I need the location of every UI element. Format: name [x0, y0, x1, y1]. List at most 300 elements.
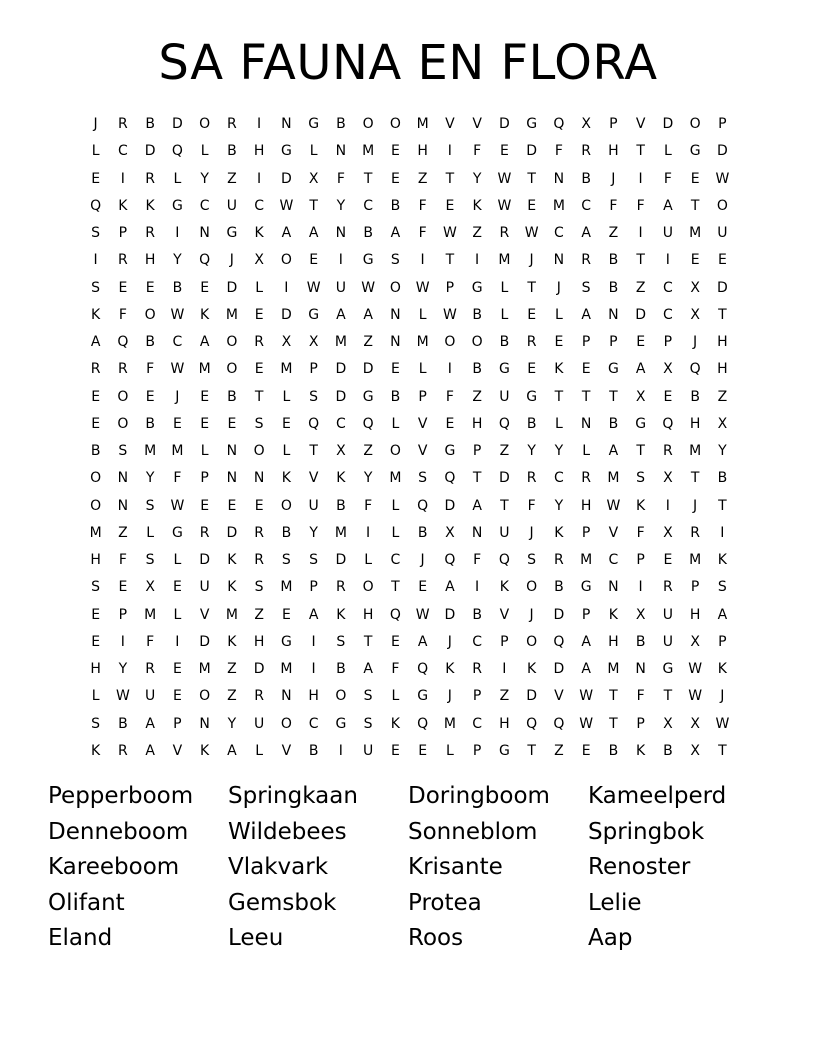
grid-letter[interactable]: Y: [718, 443, 727, 459]
grid-letter[interactable]: R: [581, 470, 591, 487]
grid-letter[interactable]: E: [172, 415, 182, 432]
grid-letter[interactable]: R: [254, 524, 264, 541]
grid-letter[interactable]: I: [257, 116, 262, 132]
grid-letter[interactable]: Y: [527, 443, 536, 459]
grid-letter[interactable]: Q: [417, 661, 429, 677]
grid-letter[interactable]: D: [716, 143, 728, 160]
grid-letter[interactable]: U: [145, 688, 156, 705]
grid-letter[interactable]: L: [173, 552, 182, 568]
grid-letter[interactable]: B: [717, 470, 728, 487]
grid-letter[interactable]: X: [663, 470, 673, 487]
grid-letter[interactable]: S: [717, 579, 727, 596]
grid-letter[interactable]: R: [663, 443, 673, 459]
grid-letter[interactable]: T: [636, 143, 645, 160]
grid-letter[interactable]: S: [91, 225, 101, 241]
grid-letter[interactable]: H: [580, 497, 592, 514]
grid-letter[interactable]: A: [363, 306, 373, 323]
grid-letter[interactable]: C: [117, 143, 128, 160]
grid-letter[interactable]: N: [117, 470, 129, 487]
grid-letter[interactable]: T: [527, 170, 536, 187]
grid-letter[interactable]: J: [447, 688, 452, 705]
grid-letter[interactable]: M: [334, 334, 347, 350]
grid-letter[interactable]: W: [606, 497, 621, 514]
grid-letter[interactable]: E: [118, 579, 128, 596]
grid-letter[interactable]: W: [688, 688, 703, 705]
grid-letter[interactable]: R: [526, 470, 537, 487]
grid-letter[interactable]: D: [362, 361, 374, 378]
grid-letter[interactable]: E: [281, 415, 291, 432]
grid-letter[interactable]: I: [284, 279, 289, 296]
grid-letter[interactable]: K: [554, 361, 564, 378]
grid-letter[interactable]: M: [552, 197, 565, 214]
grid-letter[interactable]: V: [281, 742, 292, 759]
grid-letter[interactable]: N: [553, 170, 565, 187]
grid-letter[interactable]: Q: [553, 633, 565, 650]
grid-letter[interactable]: E: [418, 579, 428, 596]
grid-letter[interactable]: Y: [336, 197, 346, 214]
grid-letter[interactable]: G: [662, 661, 674, 677]
grid-letter[interactable]: N: [335, 143, 347, 160]
grid-letter[interactable]: X: [336, 443, 346, 459]
grid-letter[interactable]: B: [308, 742, 319, 759]
grid-letter[interactable]: A: [663, 197, 673, 214]
grid-letter[interactable]: L: [173, 606, 182, 623]
grid-letter[interactable]: D: [144, 143, 156, 160]
grid-letter[interactable]: G: [308, 116, 320, 132]
grid-letter[interactable]: S: [91, 279, 101, 296]
grid-letter[interactable]: I: [720, 524, 725, 541]
grid-letter[interactable]: W: [579, 715, 594, 732]
grid-letter[interactable]: E: [390, 361, 400, 378]
grid-letter[interactable]: K: [254, 225, 264, 241]
grid-letter[interactable]: S: [309, 388, 319, 405]
grid-letter[interactable]: D: [526, 143, 538, 160]
grid-letter[interactable]: L: [282, 443, 291, 459]
grid-letter[interactable]: P: [173, 715, 182, 732]
grid-letter[interactable]: B: [145, 116, 155, 132]
grid-letter[interactable]: B: [608, 252, 619, 269]
grid-letter[interactable]: V: [608, 524, 619, 541]
grid-letter[interactable]: D: [662, 116, 674, 132]
grid-letter[interactable]: E: [581, 361, 591, 378]
grid-letter[interactable]: H: [471, 415, 483, 432]
grid-letter[interactable]: T: [609, 388, 618, 405]
grid-letter[interactable]: T: [391, 579, 400, 596]
grid-letter[interactable]: T: [581, 388, 591, 405]
grid-letter[interactable]: X: [690, 279, 700, 296]
grid-letter[interactable]: C: [553, 225, 564, 241]
grid-letter[interactable]: M: [225, 606, 238, 623]
grid-letter[interactable]: E: [690, 252, 700, 269]
grid-letter[interactable]: C: [199, 197, 210, 214]
grid-letter[interactable]: D: [280, 306, 292, 323]
grid-letter[interactable]: B: [145, 415, 155, 432]
grid-letter[interactable]: O: [389, 279, 401, 296]
grid-letter[interactable]: I: [638, 170, 643, 187]
grid-letter[interactable]: U: [254, 715, 265, 732]
grid-letter[interactable]: F: [636, 197, 645, 214]
grid-letter[interactable]: R: [227, 116, 237, 132]
grid-letter[interactable]: A: [308, 606, 319, 623]
grid-letter[interactable]: I: [120, 170, 125, 187]
grid-letter[interactable]: Q: [117, 334, 129, 350]
grid-letter[interactable]: V: [635, 116, 646, 132]
grid-letter[interactable]: F: [609, 197, 618, 214]
grid-letter[interactable]: P: [472, 688, 482, 705]
grid-letter[interactable]: E: [118, 279, 128, 296]
grid-letter[interactable]: C: [662, 279, 673, 296]
grid-letter[interactable]: X: [635, 606, 646, 623]
grid-letter[interactable]: K: [281, 470, 291, 487]
grid-letter[interactable]: Z: [499, 443, 510, 459]
grid-letter[interactable]: W: [170, 306, 185, 323]
grid-letter[interactable]: S: [91, 579, 101, 596]
grid-letter[interactable]: M: [280, 579, 293, 596]
grid-letter[interactable]: S: [418, 470, 428, 487]
grid-letter[interactable]: E: [227, 497, 237, 514]
grid-letter[interactable]: X: [690, 742, 700, 759]
grid-letter[interactable]: N: [281, 688, 292, 705]
grid-letter[interactable]: H: [90, 661, 101, 677]
grid-letter[interactable]: N: [390, 334, 401, 350]
grid-letter[interactable]: M: [689, 552, 702, 568]
grid-letter[interactable]: N: [199, 225, 210, 241]
grid-letter[interactable]: E: [527, 361, 537, 378]
grid-letter[interactable]: X: [308, 170, 319, 187]
grid-letter[interactable]: G: [526, 116, 538, 132]
grid-letter[interactable]: X: [254, 252, 264, 269]
grid-letter[interactable]: G: [417, 688, 429, 705]
grid-letter[interactable]: P: [418, 388, 427, 405]
grid-letter[interactable]: S: [309, 552, 319, 568]
grid-letter[interactable]: N: [580, 415, 592, 432]
grid-letter[interactable]: W: [688, 661, 703, 677]
grid-letter[interactable]: I: [638, 225, 643, 241]
grid-letter[interactable]: P: [609, 334, 618, 350]
grid-letter[interactable]: C: [608, 552, 619, 568]
grid-letter[interactable]: D: [226, 279, 238, 296]
grid-letter[interactable]: B: [390, 197, 401, 214]
grid-letter[interactable]: P: [472, 443, 482, 459]
grid-letter[interactable]: N: [199, 715, 210, 732]
grid-letter[interactable]: J: [529, 606, 534, 623]
grid-letter[interactable]: B: [90, 443, 101, 459]
grid-letter[interactable]: L: [91, 688, 100, 705]
grid-letter[interactable]: H: [253, 143, 265, 160]
grid-letter[interactable]: L: [445, 742, 454, 759]
grid-letter[interactable]: I: [447, 361, 452, 378]
grid-letter[interactable]: B: [390, 388, 401, 405]
grid-letter[interactable]: H: [717, 361, 728, 378]
grid-letter[interactable]: N: [608, 306, 619, 323]
grid-letter[interactable]: B: [336, 661, 346, 677]
grid-letter[interactable]: J: [93, 116, 98, 132]
grid-letter[interactable]: B: [635, 633, 646, 650]
grid-letter[interactable]: B: [581, 170, 591, 187]
grid-letter[interactable]: D: [498, 116, 510, 132]
grid-letter[interactable]: X: [581, 116, 591, 132]
grid-letter[interactable]: G: [171, 197, 183, 214]
grid-letter[interactable]: Y: [472, 170, 482, 187]
grid-letter[interactable]: L: [391, 415, 400, 432]
grid-letter[interactable]: H: [362, 606, 374, 623]
grid-letter[interactable]: Q: [362, 415, 374, 432]
grid-letter[interactable]: Y: [363, 470, 373, 487]
grid-letter[interactable]: U: [662, 606, 673, 623]
grid-letter[interactable]: V: [499, 606, 510, 623]
grid-letter[interactable]: U: [226, 197, 237, 214]
grid-letter[interactable]: J: [693, 334, 698, 350]
grid-letter[interactable]: R: [254, 334, 264, 350]
grid-letter[interactable]: B: [608, 279, 619, 296]
grid-letter[interactable]: E: [690, 170, 700, 187]
grid-letter[interactable]: I: [420, 252, 425, 269]
grid-letter[interactable]: B: [336, 497, 346, 514]
grid-letter[interactable]: A: [199, 334, 210, 350]
grid-letter[interactable]: D: [498, 470, 510, 487]
grid-letter[interactable]: I: [311, 661, 316, 677]
grid-letter[interactable]: L: [391, 524, 400, 541]
grid-letter[interactable]: D: [526, 688, 538, 705]
grid-letter[interactable]: E: [663, 388, 673, 405]
grid-letter[interactable]: S: [254, 579, 264, 596]
grid-letter[interactable]: I: [665, 252, 670, 269]
grid-letter[interactable]: M: [89, 524, 102, 541]
grid-letter[interactable]: L: [554, 415, 563, 432]
grid-letter[interactable]: P: [309, 361, 318, 378]
grid-letter[interactable]: H: [253, 633, 265, 650]
grid-letter[interactable]: G: [280, 143, 292, 160]
grid-letter[interactable]: O: [716, 197, 728, 214]
grid-letter[interactable]: W: [115, 688, 130, 705]
grid-letter[interactable]: G: [498, 742, 510, 759]
grid-letter[interactable]: M: [334, 524, 347, 541]
grid-letter[interactable]: B: [227, 143, 237, 160]
grid-letter[interactable]: G: [526, 388, 538, 405]
grid-letter[interactable]: B: [499, 334, 510, 350]
grid-letter[interactable]: K: [336, 606, 346, 623]
grid-letter[interactable]: Z: [717, 388, 728, 405]
grid-letter[interactable]: A: [608, 443, 619, 459]
grid-letter[interactable]: B: [281, 524, 292, 541]
grid-letter[interactable]: Q: [199, 252, 211, 269]
grid-letter[interactable]: I: [93, 252, 98, 269]
grid-letter[interactable]: K: [200, 306, 210, 323]
grid-letter[interactable]: I: [257, 170, 262, 187]
grid-letter[interactable]: U: [335, 279, 346, 296]
grid-letter[interactable]: L: [391, 497, 400, 514]
grid-letter[interactable]: H: [608, 143, 619, 160]
grid-letter[interactable]: L: [391, 688, 400, 705]
grid-letter[interactable]: R: [118, 252, 128, 269]
grid-letter[interactable]: O: [199, 688, 211, 705]
grid-letter[interactable]: E: [390, 170, 400, 187]
grid-letter[interactable]: L: [282, 388, 291, 405]
grid-letter[interactable]: T: [363, 633, 373, 650]
grid-letter[interactable]: T: [663, 688, 673, 705]
grid-letter[interactable]: J: [693, 497, 698, 514]
grid-letter[interactable]: P: [445, 279, 455, 296]
grid-letter[interactable]: Z: [472, 225, 482, 241]
grid-letter[interactable]: C: [390, 552, 401, 568]
grid-letter[interactable]: I: [120, 633, 125, 650]
grid-letter[interactable]: B: [472, 306, 482, 323]
grid-letter[interactable]: F: [146, 361, 155, 378]
grid-letter[interactable]: U: [363, 742, 374, 759]
grid-letter[interactable]: S: [390, 252, 400, 269]
grid-letter[interactable]: O: [117, 415, 129, 432]
grid-letter[interactable]: C: [472, 633, 483, 650]
grid-letter[interactable]: W: [415, 606, 430, 623]
grid-letter[interactable]: A: [145, 742, 155, 759]
grid-letter[interactable]: N: [608, 579, 619, 596]
grid-letter[interactable]: G: [471, 279, 483, 296]
grid-letter[interactable]: O: [199, 116, 211, 132]
grid-letter[interactable]: E: [91, 170, 101, 187]
grid-letter[interactable]: F: [473, 143, 482, 160]
grid-letter[interactable]: Z: [227, 170, 237, 187]
grid-letter[interactable]: Q: [444, 470, 456, 487]
grid-letter[interactable]: O: [117, 388, 129, 405]
grid-letter[interactable]: U: [499, 388, 510, 405]
grid-letter[interactable]: J: [720, 688, 725, 705]
grid-letter[interactable]: H: [144, 252, 156, 269]
grid-letter[interactable]: R: [690, 524, 700, 541]
grid-letter[interactable]: A: [281, 225, 292, 241]
grid-letter[interactable]: P: [609, 116, 618, 132]
grid-letter[interactable]: E: [172, 579, 182, 596]
grid-letter[interactable]: Z: [227, 688, 237, 705]
grid-letter[interactable]: M: [416, 334, 429, 350]
grid-letter[interactable]: J: [420, 552, 425, 568]
grid-letter[interactable]: I: [638, 579, 643, 596]
grid-letter[interactable]: E: [145, 279, 155, 296]
grid-letter[interactable]: R: [254, 552, 264, 568]
grid-letter[interactable]: Q: [90, 197, 102, 214]
grid-letter[interactable]: D: [444, 606, 456, 623]
grid-letter[interactable]: A: [308, 225, 319, 241]
grid-letter[interactable]: N: [553, 252, 565, 269]
grid-letter[interactable]: X: [281, 334, 292, 350]
grid-letter[interactable]: R: [554, 552, 564, 568]
grid-letter[interactable]: I: [338, 252, 343, 269]
grid-letter[interactable]: R: [581, 252, 591, 269]
grid-letter[interactable]: R: [254, 688, 264, 705]
grid-letter[interactable]: Q: [417, 715, 429, 732]
grid-letter[interactable]: E: [445, 197, 455, 214]
grid-letter[interactable]: T: [472, 470, 482, 487]
grid-letter[interactable]: P: [581, 334, 591, 350]
grid-letter[interactable]: I: [502, 661, 507, 677]
grid-letter[interactable]: Z: [363, 334, 373, 350]
grid-letter[interactable]: B: [608, 742, 619, 759]
grid-letter[interactable]: G: [362, 388, 374, 405]
grid-letter[interactable]: W: [170, 497, 185, 514]
grid-letter[interactable]: S: [145, 497, 155, 514]
grid-letter[interactable]: Q: [553, 116, 565, 132]
grid-letter[interactable]: A: [445, 579, 455, 596]
grid-letter[interactable]: X: [690, 715, 700, 732]
grid-letter[interactable]: W: [715, 715, 730, 732]
grid-letter[interactable]: H: [499, 715, 510, 732]
grid-letter[interactable]: E: [227, 415, 237, 432]
grid-letter[interactable]: K: [472, 197, 482, 214]
grid-letter[interactable]: K: [200, 742, 210, 759]
grid-letter[interactable]: D: [280, 170, 292, 187]
grid-letter[interactable]: M: [225, 306, 238, 323]
grid-letter[interactable]: K: [636, 497, 646, 514]
grid-letter[interactable]: Y: [309, 524, 318, 541]
grid-letter[interactable]: I: [366, 524, 371, 541]
grid-letter[interactable]: E: [254, 361, 264, 378]
grid-letter[interactable]: V: [472, 116, 482, 132]
grid-letter[interactable]: C: [308, 715, 319, 732]
grid-letter[interactable]: O: [90, 470, 102, 487]
grid-letter[interactable]: K: [118, 197, 128, 214]
grid-letter[interactable]: X: [145, 579, 155, 596]
grid-letter[interactable]: B: [690, 388, 700, 405]
grid-letter[interactable]: W: [497, 197, 512, 214]
grid-letter[interactable]: B: [472, 606, 482, 623]
grid-letter[interactable]: O: [444, 334, 456, 350]
grid-letter[interactable]: I: [475, 579, 480, 596]
grid-letter[interactable]: Y: [173, 252, 182, 269]
grid-letter[interactable]: K: [717, 552, 727, 568]
grid-letter[interactable]: C: [662, 306, 673, 323]
grid-letter[interactable]: G: [308, 306, 320, 323]
grid-letter[interactable]: M: [280, 661, 293, 677]
grid-letter[interactable]: K: [390, 715, 400, 732]
grid-letter[interactable]: J: [175, 388, 180, 405]
grid-letter[interactable]: D: [199, 552, 211, 568]
grid-letter[interactable]: V: [172, 742, 183, 759]
grid-letter[interactable]: R: [90, 361, 101, 378]
grid-letter[interactable]: N: [335, 225, 347, 241]
grid-letter[interactable]: W: [524, 225, 539, 241]
grid-letter[interactable]: O: [689, 116, 701, 132]
grid-letter[interactable]: G: [498, 361, 510, 378]
grid-letter[interactable]: A: [227, 742, 237, 759]
grid-letter[interactable]: E: [445, 415, 455, 432]
grid-letter[interactable]: J: [611, 170, 616, 187]
grid-letter[interactable]: Q: [498, 552, 510, 568]
grid-letter[interactable]: L: [500, 279, 509, 296]
grid-letter[interactable]: R: [118, 361, 128, 378]
grid-letter[interactable]: F: [663, 170, 672, 187]
grid-letter[interactable]: L: [200, 443, 209, 459]
grid-letter[interactable]: X: [308, 334, 319, 350]
grid-letter[interactable]: E: [663, 552, 673, 568]
grid-letter[interactable]: H: [689, 606, 701, 623]
grid-letter[interactable]: N: [281, 116, 292, 132]
grid-letter[interactable]: R: [145, 661, 155, 677]
grid-letter[interactable]: P: [309, 579, 318, 596]
grid-letter[interactable]: T: [309, 443, 318, 459]
grid-letter[interactable]: E: [636, 334, 646, 350]
grid-letter[interactable]: E: [200, 497, 210, 514]
grid-letter[interactable]: Y: [554, 443, 564, 459]
grid-letter[interactable]: W: [442, 225, 457, 241]
grid-letter[interactable]: B: [417, 524, 428, 541]
grid-letter[interactable]: J: [229, 252, 234, 269]
grid-letter[interactable]: D: [226, 524, 238, 541]
grid-letter[interactable]: N: [117, 497, 129, 514]
grid-letter[interactable]: L: [500, 306, 509, 323]
grid-letter[interactable]: R: [336, 579, 346, 596]
grid-letter[interactable]: A: [417, 633, 428, 650]
grid-letter[interactable]: K: [145, 197, 155, 214]
grid-letter[interactable]: T: [527, 279, 536, 296]
